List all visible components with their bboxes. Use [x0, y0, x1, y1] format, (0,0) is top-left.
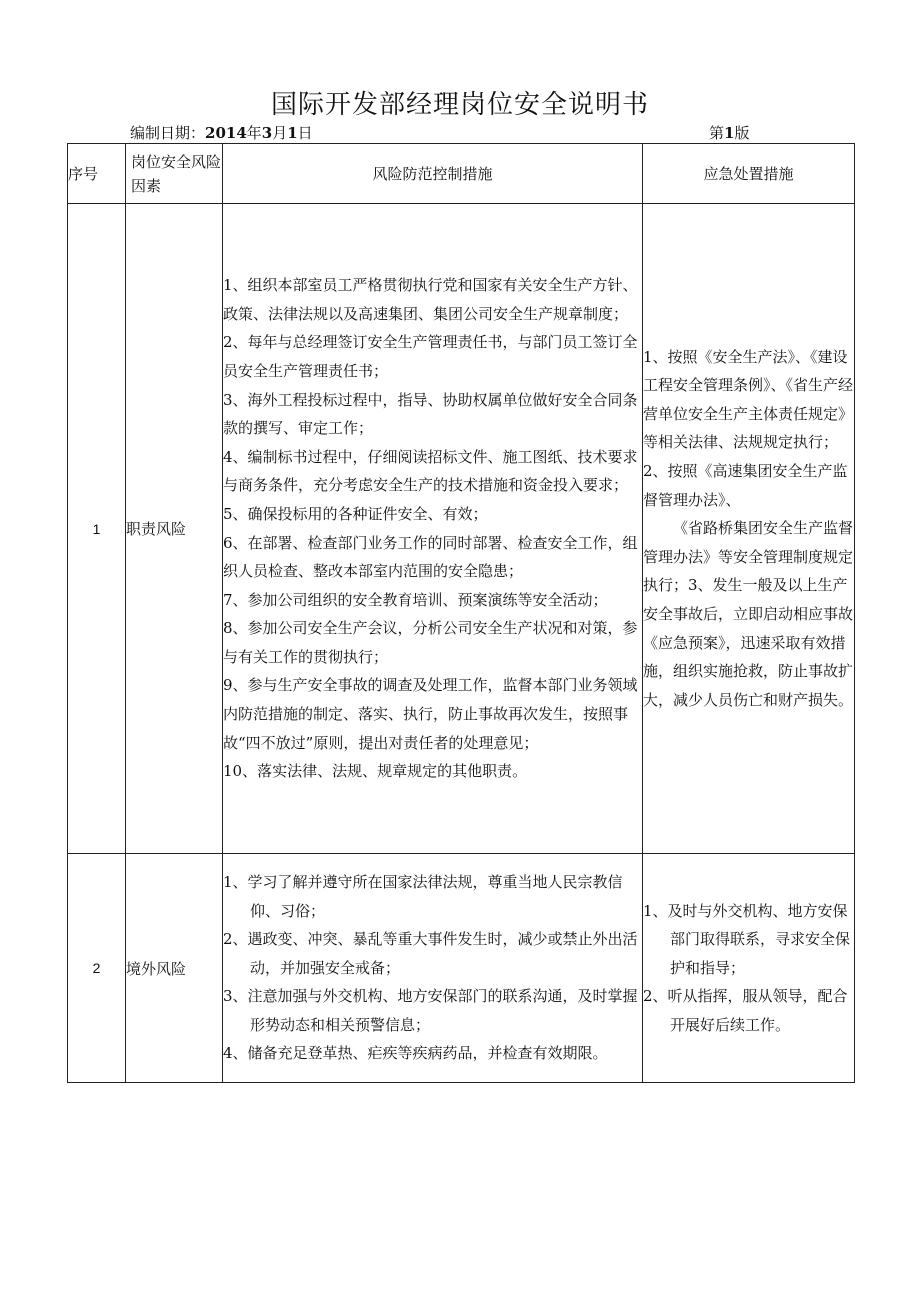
- control-measures: [223, 204, 643, 854]
- header-factor: 岗位安全风险因素: [126, 144, 223, 204]
- version: [709, 122, 749, 143]
- measure-item: 1、组织本部室员工严格贯彻执行党和国家有关安全生产方针、政策、法律法规以及高速集团、集团公司安全生产规章制度；: [223, 276, 638, 323]
- safety-table: [67, 143, 855, 1083]
- measure-item: 4、编制标书过程中，仔细阅读招标文件、施工图纸、技术要求与商务条件，充分考虑安全生产的技术措施和资金投入要求；: [223, 447, 638, 495]
- measure-item: 3、注意加强与外交机构、地方安保部门的联系沟通，及时掌握形势动态和相关预警信息；: [223, 987, 638, 1034]
- table-row: [68, 204, 855, 854]
- table-header-row: [68, 144, 855, 204]
- measure-item: 4、储备充足登革热、疟疾等疾病药品，并检查有效期限。: [223, 1044, 608, 1063]
- date-month: 3: [261, 124, 273, 142]
- emergency-measures: [643, 854, 855, 1083]
- measure-item: 2、遇政变、冲突、暴乱等重大事件发生时，减少或禁止外出活动，并加强安全戒备；: [223, 930, 638, 977]
- measure-item: 8、参加公司安全生产会议，分析公司安全生产状况和对策，参与有关工作的贯彻执行；: [223, 619, 638, 666]
- date-year-unit: 年: [246, 124, 262, 142]
- compile-date: [130, 122, 313, 143]
- measure-item: 10、落实法律、法规、规章规定的其他职责。: [223, 762, 528, 781]
- date-month-unit: 月: [272, 124, 288, 142]
- measure-item: 7、参加公司组织的安全教育培训、预案演练等安全活动；: [223, 590, 608, 609]
- date-year: 2014: [205, 124, 247, 142]
- header-no: 序号: [68, 144, 126, 204]
- measure-item: 3、海外工程投标过程中，指导、协助权属单位做好安全合同条款的撰写、审定工作；: [223, 390, 638, 438]
- measure-item: 1、学习了解并遵守所在国家法律法规，尊重当地人民宗教信仰、习俗；: [223, 872, 623, 920]
- emergency-item: 2、听从指挥，服从领导，配合开展好后续工作。: [643, 987, 848, 1034]
- version-number: 1: [724, 124, 735, 142]
- date-label: 编制日期：: [130, 124, 206, 142]
- emergency-item: 《省路桥集团安全生产监督管理办法》等安全管理制度规定执行；3、发生一般及以上生产安全事故后，立即启动相应事故《应急预案》，迅速采取有效措施，组织实施抢救，防止事故扩大，减少人员伤亡和财产损失。: [643, 519, 854, 709]
- emergency-item: 2、按照《高速集团安全生产监督管理办法》、: [643, 462, 848, 509]
- emergency-measures: [643, 204, 855, 854]
- table-row: [68, 854, 855, 1083]
- risk-factor: 境外风险: [126, 854, 223, 1083]
- header-emergency: 应急处置措施: [643, 144, 855, 204]
- measure-item: 6、在部署、检查部门业务工作的同时部署、检查安全工作，组织人员检查、整改本部室内范围的安全隐患；: [223, 533, 638, 581]
- header-measures: 风险防范控制措施: [223, 144, 643, 204]
- risk-factor: 职责风险: [126, 204, 223, 854]
- emergency-item: 1、按照《安全生产法》、《建设工程安全管理条例》、《省生产经营单位安全生产主体责任规定》等相关法律、法规规定执行；: [643, 347, 854, 452]
- measure-item: 9、参与生产安全事故的调查及处理工作，监督本部门业务领域内防范措施的制定、落实、执行，防止事故再次发生，按照事故“四不放过”原则，提出对责任者的处理意见；: [223, 676, 638, 752]
- row-number: 1: [68, 204, 126, 854]
- row-number: 2: [68, 854, 126, 1083]
- version-suffix: 版: [734, 124, 750, 142]
- date-day: 1: [287, 124, 298, 142]
- measure-item: 5、确保投标用的各种证件安全、有效；: [223, 504, 488, 523]
- emergency-item: 1、及时与外交机构、地方安保部门取得联系，寻求安全保护和指导；: [643, 901, 851, 977]
- control-measures: [223, 854, 643, 1083]
- version-prefix: 第: [709, 124, 725, 142]
- document-title: 国际开发部经理岗位安全说明书: [270, 90, 649, 120]
- measure-item: 2、每年与总经理签订安全生产管理责任书，与部门员工签订全员安全生产管理责任书；: [223, 333, 638, 380]
- date-day-unit: 日: [297, 124, 313, 142]
